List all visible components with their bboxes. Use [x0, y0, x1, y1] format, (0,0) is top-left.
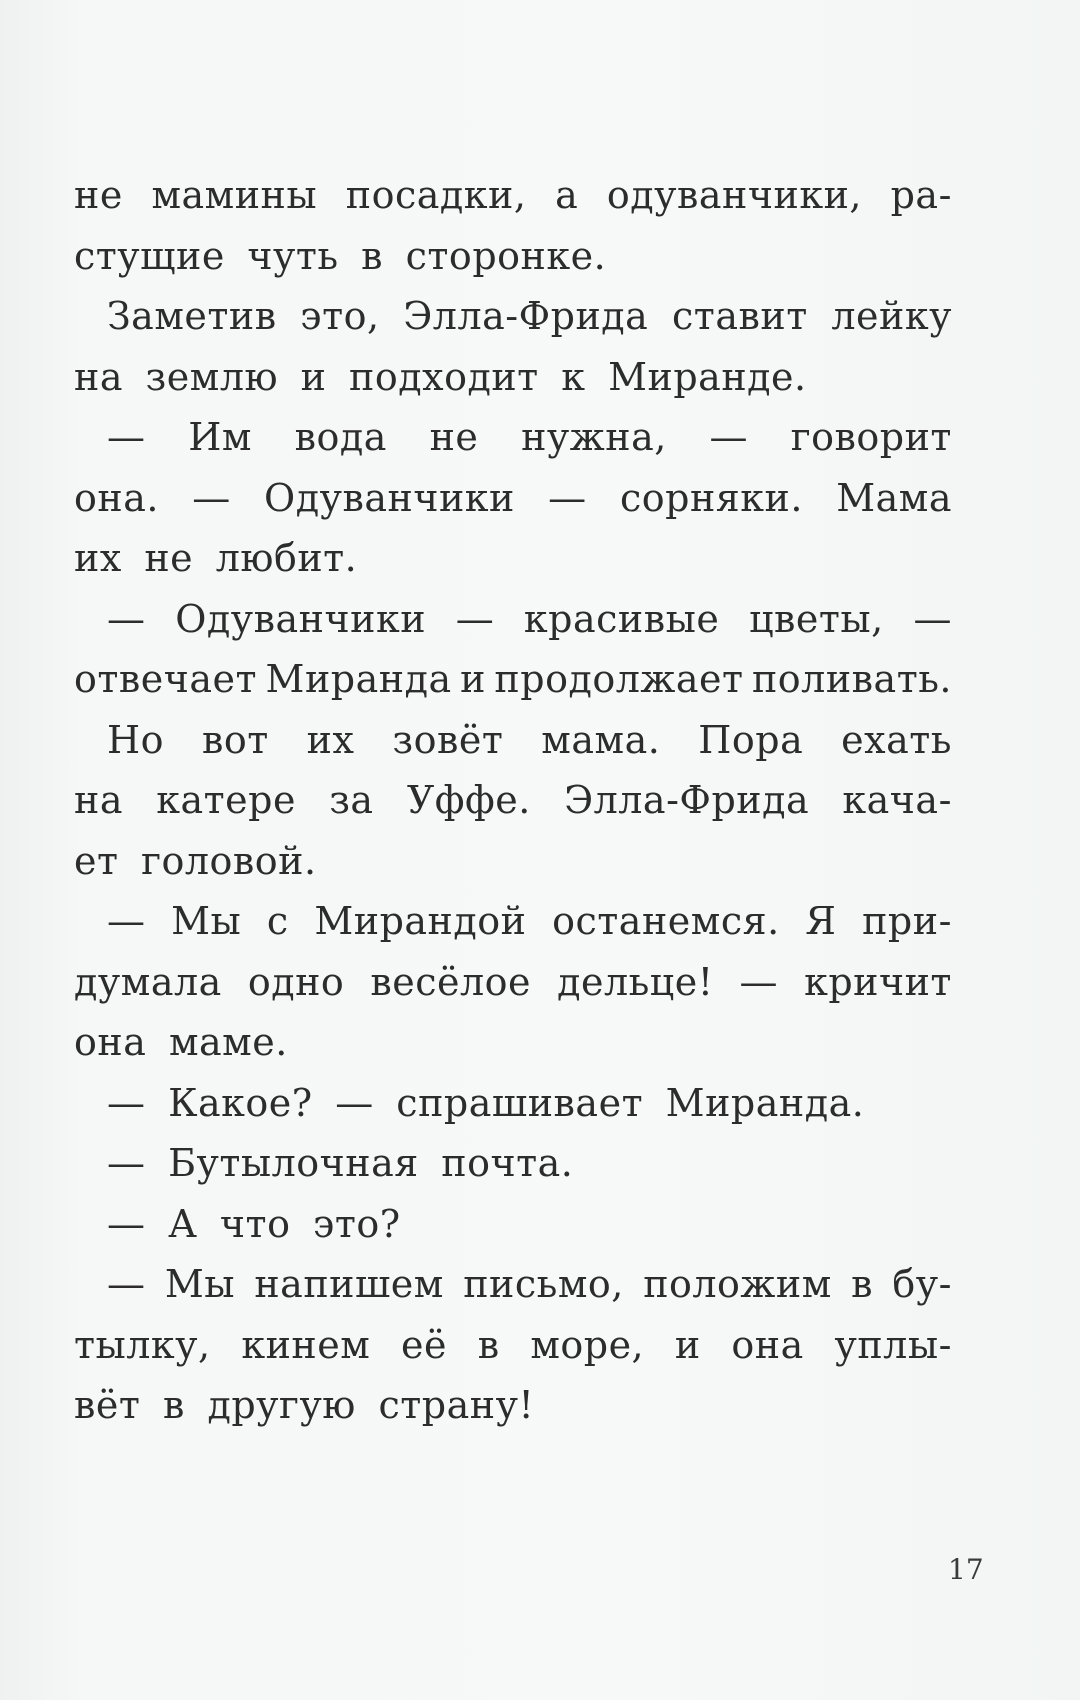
- text-line: Но вот их зовёт мама. Пора ехать: [107, 717, 952, 762]
- text-line: тылку, кинем её в море, и она уплы-: [74, 1322, 952, 1367]
- text-line: она. — Одуванчики — сорняки. Мама: [74, 475, 952, 520]
- text-line: — Бутылочная почта.: [107, 1141, 574, 1185]
- text-line: отвечает Миранда и продолжает поливать.: [74, 657, 952, 701]
- text-line: — Им вода не нужна, — говорит: [107, 415, 952, 459]
- text-line: не мамины посадки, а одуванчики, ра-: [74, 173, 952, 217]
- page-number: 17: [948, 1553, 984, 1586]
- text-line: Заметив это, Элла-Фрида ставит лейку: [107, 294, 952, 338]
- text-line: — А что это?: [107, 1201, 401, 1246]
- text-line: на землю и подходит к Миранде.: [74, 354, 807, 399]
- body-text: [74, 165, 952, 1436]
- text-line: думала одно весёлое дельце! — кричит: [74, 959, 952, 1004]
- text-line: вёт в другую страну!: [74, 1383, 535, 1427]
- text-line: их не любит.: [74, 536, 358, 580]
- text-line: — Одуванчики — красивые цветы, —: [107, 596, 952, 641]
- text-line: стущие чуть в сторонке.: [74, 233, 607, 278]
- text-line: ет головой.: [74, 838, 317, 883]
- text-line: — Какое? — спрашивает Миранда.: [107, 1080, 865, 1125]
- text-line: — Мы напишем письмо, положим в бу-: [107, 1262, 952, 1306]
- text-line: на катере за Уффе. Элла-Фрида кача-: [74, 778, 952, 822]
- text-line: она маме.: [74, 1020, 288, 1064]
- text-line: — Мы с Мирандой останемся. Я при-: [107, 899, 952, 943]
